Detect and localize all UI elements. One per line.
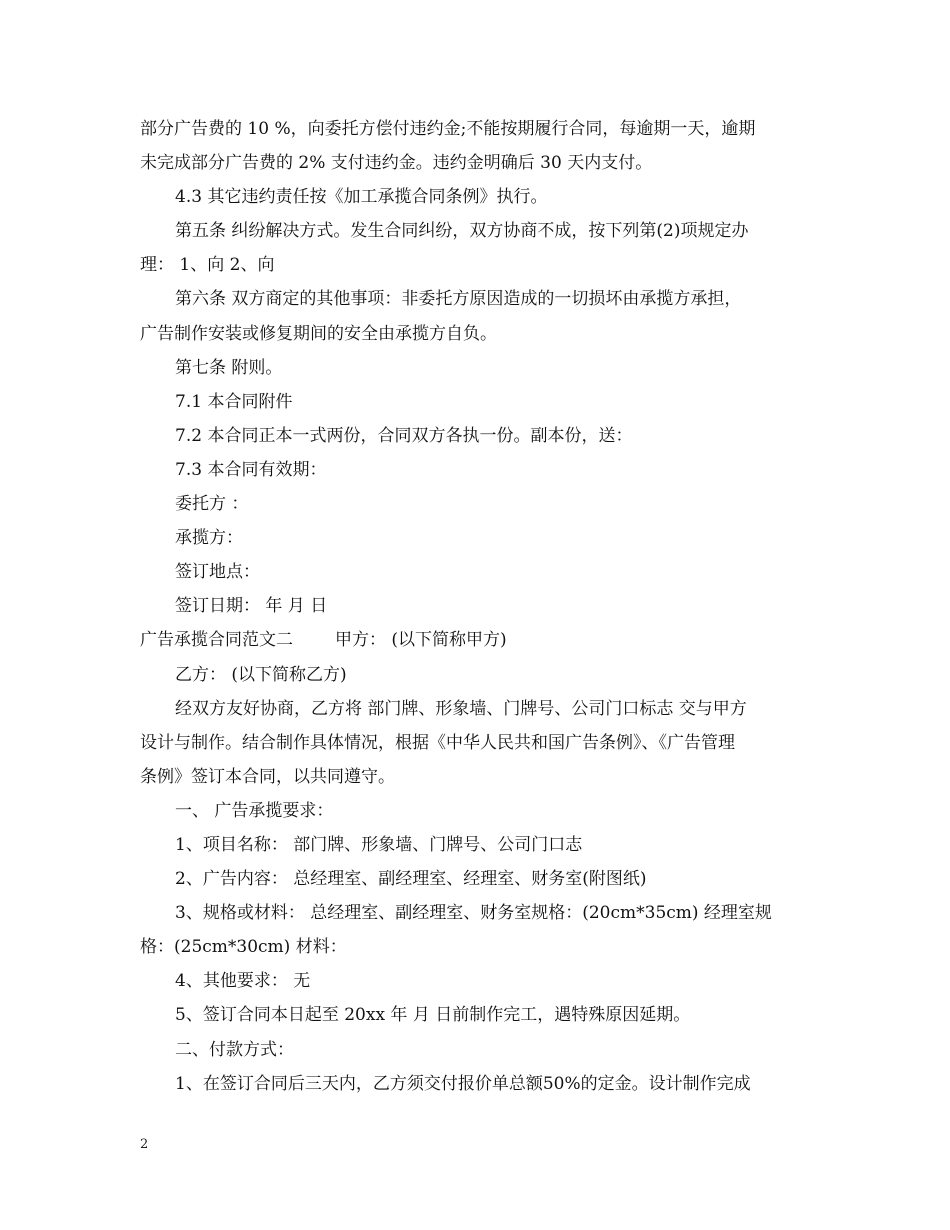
section-heading: 二、付款方式： xyxy=(175,1039,294,1060)
text-line: 3、规格或材料： 总经理室、副经理室、财务室规格：(20cm*35cm) 经理室规 xyxy=(175,903,772,924)
text-line: 经双方友好协商，乙方将 部门牌、形象墙、门牌号、公司门口标志 交与甲方 xyxy=(175,698,747,719)
text-line: 理： 1、向 2、向 xyxy=(140,255,275,276)
text-line: 设计与制作。结合制作具体情况，根据《中华人民共和国广告条例》、《广告管理 xyxy=(140,732,735,753)
text-line: 1、项目名称： 部门牌、形象墙、门牌号、公司门口志 xyxy=(175,834,583,855)
contract-title-line xyxy=(140,623,815,657)
text-line: 5、签订合同本日起至 20xx 年 月 日前制作完工，遇特殊原因延期。 xyxy=(175,1005,691,1026)
text-line: 7.2 本合同正本一式两份，合同双方各执一份。副本份，送： xyxy=(175,425,633,446)
text-line: 条例》签订本合同，以共同遵守。 xyxy=(140,766,395,787)
text-line: 格：(25cm*30cm) 材料： xyxy=(140,937,347,958)
section-heading: 第七条 附则。 xyxy=(175,357,283,378)
text-line: 未完成部分广告费的 2% 支付违约金。违约金明确后 30 天内支付。 xyxy=(140,153,653,174)
text-line: 1、在签订合同后三天内，乙方须交付报价单总额50%的定金。设计制作完成 xyxy=(175,1073,751,1094)
contract-title: 广告承揽合同范文二 xyxy=(140,630,293,651)
text-line: 部分广告费的 10 %，向委托方偿付违约金;不能按期履行合同，每逾期一天，逾期 xyxy=(140,119,756,139)
text-line: 4.3 其它违约责任按《加工承揽合同条例》执行。 xyxy=(175,187,548,208)
page-number: 2 xyxy=(140,1137,149,1152)
signature-field-contractor: 承揽方： xyxy=(175,528,243,549)
signature-field-client: 委托方 ： xyxy=(175,494,249,515)
signature-field-date: 签订日期： 年 月 日 xyxy=(175,596,328,617)
text-line: 4、其他要求： 无 xyxy=(175,971,311,992)
text-line: 7.1 本合同附件 xyxy=(175,391,293,412)
text-line: 2、广告内容： 总经理室、副经理室、经理室、财务室(附图纸) xyxy=(175,869,647,890)
text-line: 广告制作安装或修复期间的安全由承揽方自负。 xyxy=(140,323,497,344)
document-body xyxy=(140,112,815,1101)
text-line: 第五条 纠纷解决方式。发生合同纠纷，双方协商不成，按下列第(2)项规定办 xyxy=(175,221,749,242)
text-line: 7.3 本合同有效期： xyxy=(175,459,327,480)
section-heading: 一、 广告承揽要求： xyxy=(175,800,334,821)
party-b-line: 乙方： (以下简称乙方) xyxy=(175,664,347,685)
text-line: 第六条 双方商定的其他事项：非委托方原因造成的一切损坏由承揽方承担， xyxy=(175,289,742,310)
party-a-line: 甲方： (以下简称甲方) xyxy=(335,630,507,651)
signature-field-location: 签订地点： xyxy=(175,562,260,583)
